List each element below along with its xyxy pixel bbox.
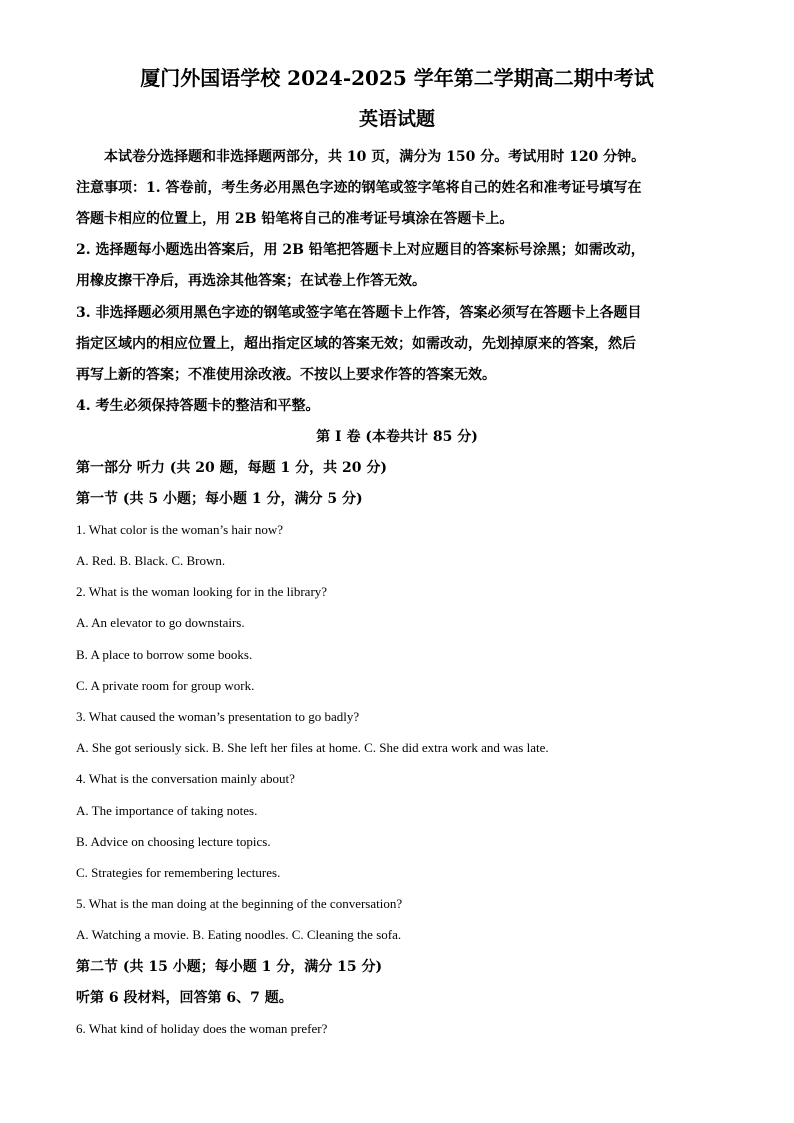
question-2-option-c: C. A private room for group work.: [76, 678, 255, 693]
material-6-instruction: 听第 6 段材料，回答第 6、7 题。: [76, 990, 293, 1006]
note-2-line-2: 用橡皮擦干净后，再选涂其他答案；在试卷上作答无效。: [76, 273, 426, 289]
question-3-options: A. She got seriously sick. B. She left her files at home. C. She did extra work and was late.: [76, 740, 549, 755]
note-4: 4. 考生必须保持答题卡的整洁和平整。: [76, 398, 320, 414]
question-3: 3. What caused the woman’s presentation to go badly?: [76, 709, 360, 724]
exam-title: 厦门外国语学校 2024-2025 学年第二学期高二期中考试: [140, 66, 654, 90]
question-6: 6. What kind of holiday does the woman prefer?: [76, 1021, 328, 1036]
note-2-line-1: 2. 选择题每小题选出答案后，用 2B 铅笔把答题卡上对应题目的答案标号涂黑；如需改动，: [76, 242, 645, 258]
question-4-option-b: B. Advice on choosing lecture topics.: [76, 834, 271, 849]
note-3-line-2: 指定区域内的相应位置上，超出指定区域的答案无效；如需改动，先划掉原来的答案，然后: [76, 336, 636, 352]
question-5-options: A. Watching a movie. B. Eating noodles. C. Cleaning the sofa.: [76, 927, 402, 942]
question-4-option-a: A. The importance of taking notes.: [76, 803, 258, 818]
exam-subtitle: 英语试题: [358, 108, 435, 130]
question-2-option-b: B. A place to borrow some books.: [76, 647, 253, 662]
question-5: 5. What is the man doing at the beginning of the conversation?: [76, 896, 403, 911]
note-1-line-1: 注意事项：1. 答卷前，考生务必用黑色字迹的钢笔或签字笔将自己的姓名和准考证号填写在: [76, 180, 642, 196]
intro-text: 本试卷分选择题和非选择题两部分，共 10 页，满分为 150 分。考试用时 120 分钟。: [104, 149, 646, 165]
question-2-option-a: A. An elevator to go downstairs.: [76, 615, 245, 630]
question-1: 1. What color is the woman’s hair now?: [76, 522, 283, 537]
volume-heading: 第 I 卷 (本卷共计 85 分): [316, 429, 478, 445]
question-2: 2. What is the woman looking for in the library?: [76, 584, 328, 599]
section-1-heading: 第一节 (共 5 小题；每小题 1 分，满分 5 分): [76, 491, 363, 507]
note-3-line-1: 3. 非选择题必须用黑色字迹的钢笔或签字笔在答题卡上作答，答案必须写在答题卡上各题目: [76, 305, 642, 321]
note-3-line-3: 再写上新的答案；不准使用涂改液。不按以上要求作答的答案无效。: [76, 367, 496, 383]
note-1-line-2: 答题卡相应的位置上，用 2B 铅笔将自己的准考证号填涂在答题卡上。: [76, 211, 514, 227]
question-4-option-c: C. Strategies for remembering lectures.: [76, 865, 281, 880]
question-1-options: A. Red. B. Black. C. Brown.: [76, 553, 226, 568]
section-2-heading: 第二节 (共 15 小题；每小题 1 分，满分 15 分): [76, 959, 383, 975]
question-4: 4. What is the conversation mainly about?: [76, 771, 295, 786]
part-1-heading: 第一部分 听力 (共 20 题，每题 1 分，共 20 分): [76, 460, 387, 476]
